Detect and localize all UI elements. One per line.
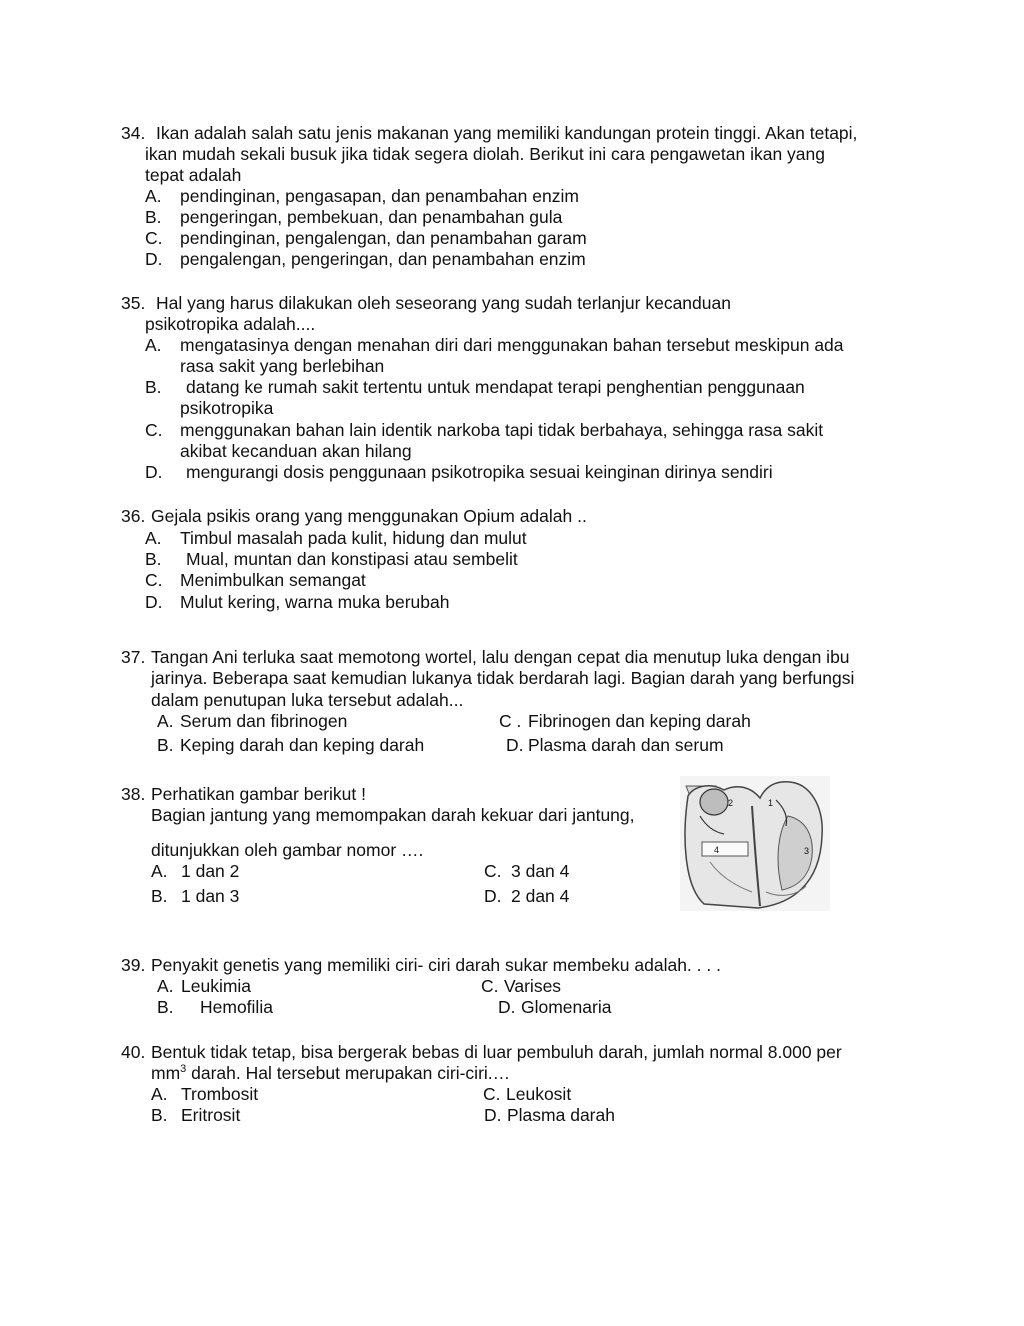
option-letter: C. bbox=[145, 570, 163, 590]
question-stem-line: tepat adalah bbox=[145, 165, 242, 185]
option-letter: C . bbox=[499, 711, 522, 731]
option-text: Keping darah dan keping darah bbox=[180, 735, 425, 755]
question-stem-line: Hal yang harus dilakukan oleh seseorang yang sudah terlanjur kecanduan bbox=[156, 293, 731, 313]
option-letter: D. bbox=[145, 249, 163, 269]
option-letter: A. bbox=[145, 335, 162, 355]
option-text: mengatasinya dengan menahan diri dari menggunakan bahan tersebut meskipun ada bbox=[180, 335, 844, 355]
unit-superscript: 3 bbox=[180, 1063, 187, 1076]
option-letter: D. bbox=[145, 592, 163, 612]
question-stem-line: Perhatikan gambar berikut ! bbox=[151, 784, 366, 804]
question-stem-line bbox=[151, 1063, 510, 1084]
question-number: 36. bbox=[121, 506, 146, 526]
option-text: Menimbulkan semangat bbox=[180, 570, 366, 590]
option-letter: D. bbox=[498, 997, 516, 1017]
option-text: Trombosit bbox=[181, 1084, 259, 1104]
option-letter: A. bbox=[151, 1084, 168, 1104]
option-letter: C. bbox=[145, 228, 163, 248]
option-text: Varises bbox=[504, 976, 562, 996]
question-number: 37. bbox=[121, 647, 146, 667]
option-text: pendinginan, pengalengan, dan penambahan garam bbox=[180, 228, 587, 248]
option-text: mengurangi dosis penggunaan psikotropika sesuai keinginan dirinya sendiri bbox=[186, 462, 773, 482]
question-stem-line: dalam penutupan luka tersebut adalah... bbox=[151, 690, 464, 710]
option-text: Eritrosit bbox=[181, 1105, 241, 1125]
option-text: Mulut kering, warna muka berubah bbox=[180, 592, 450, 612]
option-text: 1 dan 3 bbox=[181, 886, 240, 906]
option-text-continued: psikotropika bbox=[180, 398, 274, 418]
option-text-continued: rasa sakit yang berlebihan bbox=[180, 356, 385, 376]
option-letter: B. bbox=[151, 886, 168, 906]
option-text: Hemofilia bbox=[200, 997, 273, 1017]
option-text: pengeringan, pembekuan, dan penambahan gula bbox=[180, 207, 563, 227]
diagram-label-4: 4 bbox=[714, 845, 720, 855]
diagram-label-3: 3 bbox=[804, 846, 810, 856]
option-text: Plasma darah bbox=[507, 1105, 615, 1125]
option-letter: B. bbox=[157, 735, 174, 755]
option-letter: B. bbox=[157, 997, 174, 1017]
option-letter: B. bbox=[145, 207, 162, 227]
option-letter: C. bbox=[481, 976, 499, 996]
question-stem-line: Bagian jantung yang memompakan darah kekuar dari jantung, bbox=[151, 805, 635, 825]
question-number: 39. bbox=[121, 955, 146, 975]
unit-base: mm bbox=[151, 1063, 181, 1083]
option-text: pengalengan, pengeringan, dan penambahan enzim bbox=[180, 249, 586, 269]
question-stem-line: ditunjukkan oleh gambar nomor …. bbox=[151, 840, 424, 860]
option-letter: A. bbox=[145, 528, 162, 548]
option-text: Plasma darah dan serum bbox=[528, 735, 724, 755]
option-letter: D. bbox=[506, 735, 524, 755]
option-letter: A. bbox=[145, 186, 162, 206]
question-number: 35. bbox=[121, 293, 146, 313]
option-text: Fibrinogen dan keping darah bbox=[528, 711, 751, 731]
question-number: 38. bbox=[121, 784, 146, 804]
option-text: 2 dan 4 bbox=[511, 886, 570, 906]
option-letter: A. bbox=[157, 976, 174, 996]
option-letter: C. bbox=[484, 861, 502, 881]
option-text: 1 dan 2 bbox=[181, 861, 240, 881]
heart-diagram bbox=[680, 776, 830, 911]
option-text: Leukosit bbox=[506, 1084, 572, 1104]
option-text: datang ke rumah sakit tertentu untuk mendapat terapi penghentian penggunaan bbox=[186, 377, 805, 397]
question-stem-line: Gejala psikis orang yang menggunakan Opium adalah .. bbox=[151, 506, 587, 526]
question-number: 40. bbox=[121, 1042, 146, 1062]
question-stem-line: Tangan Ani terluka saat memotong wortel, lalu dengan cepat dia menutup luka dengan ibu bbox=[151, 647, 850, 667]
question-stem-line: ikan mudah sekali busuk jika tidak segera diolah. Berikut ini cara pengawetan ikan yang bbox=[145, 144, 825, 164]
option-letter: B. bbox=[151, 1105, 168, 1125]
option-letter: A. bbox=[157, 711, 174, 731]
option-text: 3 dan 4 bbox=[511, 861, 570, 881]
option-text: Glomenaria bbox=[521, 997, 612, 1017]
option-text: Leukimia bbox=[181, 976, 252, 996]
ventricle-4-region bbox=[702, 842, 748, 856]
question-stem-line: Ikan adalah salah satu jenis makanan yang memiliki kandungan protein tinggi. Akan tetapi, bbox=[156, 123, 858, 143]
option-text: Mual, muntan dan konstipasi atau sembelit bbox=[186, 549, 518, 569]
question-stem-line: psikotropika adalah.... bbox=[145, 314, 316, 334]
diagram-label-1: 1 bbox=[768, 798, 774, 808]
diagram-label-2: 2 bbox=[728, 798, 734, 808]
option-text: Serum dan fibrinogen bbox=[180, 711, 348, 731]
option-text: Timbul masalah pada kulit, hidung dan mulut bbox=[180, 528, 527, 548]
question-stem-line: jarinya. Beberapa saat kemudian lukanya tidak berdarah lagi. Bagian darah yang berfungsi bbox=[151, 668, 855, 688]
option-letter: C. bbox=[145, 420, 163, 440]
option-letter: D. bbox=[484, 1105, 502, 1125]
question-stem-line: Penyakit genetis yang memiliki ciri- ciri darah sukar membeku adalah. . . . bbox=[151, 955, 721, 975]
option-letter: A. bbox=[151, 861, 168, 881]
option-text-continued: akibat kecanduan akan hilang bbox=[180, 441, 412, 461]
option-text: menggunakan bahan lain identik narkoba tapi tidak berbahaya, sehingga rasa sakit bbox=[180, 420, 824, 440]
option-letter: B. bbox=[145, 377, 162, 397]
option-letter: C. bbox=[483, 1084, 501, 1104]
option-letter: D. bbox=[145, 462, 163, 482]
question-number: 34. bbox=[121, 123, 146, 143]
atrium-shape bbox=[700, 789, 728, 815]
question-stem-line: Bentuk tidak tetap, bisa bergerak bebas di luar pembuluh darah, jumlah normal 8.000 per bbox=[151, 1042, 842, 1062]
option-letter: B. bbox=[145, 549, 162, 569]
stem-rest: darah. Hal tersebut merupakan ciri-ciri.… bbox=[186, 1063, 511, 1083]
option-text: pendinginan, pengasapan, dan penambahan enzim bbox=[180, 186, 579, 206]
option-letter: D. bbox=[484, 886, 502, 906]
